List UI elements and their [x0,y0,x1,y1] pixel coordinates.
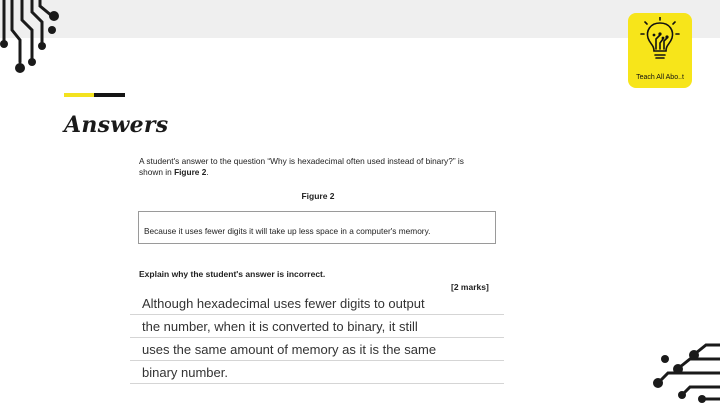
answer-line-1: Although hexadecimal uses fewer digits to output [130,292,504,315]
answer-line-3: uses the same amount of memory as it is the same [130,338,504,361]
brand-logo [628,13,692,88]
answer-line-2: the number, when it is converted to binary, it still [130,315,504,338]
top-band [0,0,720,38]
figure-caption: Figure 2 [301,191,335,201]
lightbulb-circuit-icon [640,17,680,65]
circuit-decoration-top-left-icon [0,0,70,80]
answer-area [130,292,504,384]
question-text [139,156,479,178]
student-answer-text: Because it uses fewer digits it will take up less space in a computer's memory. [144,226,431,236]
circuit-decoration-bottom-right-icon [620,335,720,405]
marks-label: [2 marks] [451,282,489,292]
figure-reference: Figure 2 [174,167,207,177]
accent-bar-yellow [64,93,94,97]
question-text-end: . [206,167,209,177]
logo-text: Teach All Abo..t [636,74,684,81]
question-prompt: Explain why the student's answer is incorrect. [139,269,326,279]
student-answer-box [138,211,496,244]
slide-title: Answers [64,112,169,138]
question-text-part1: A student's answer to the question “Why is hexadecimal often used instead of binary?” is shown in [139,156,464,177]
accent-bar-black [94,93,125,97]
answer-line-4: binary number. [130,361,504,384]
